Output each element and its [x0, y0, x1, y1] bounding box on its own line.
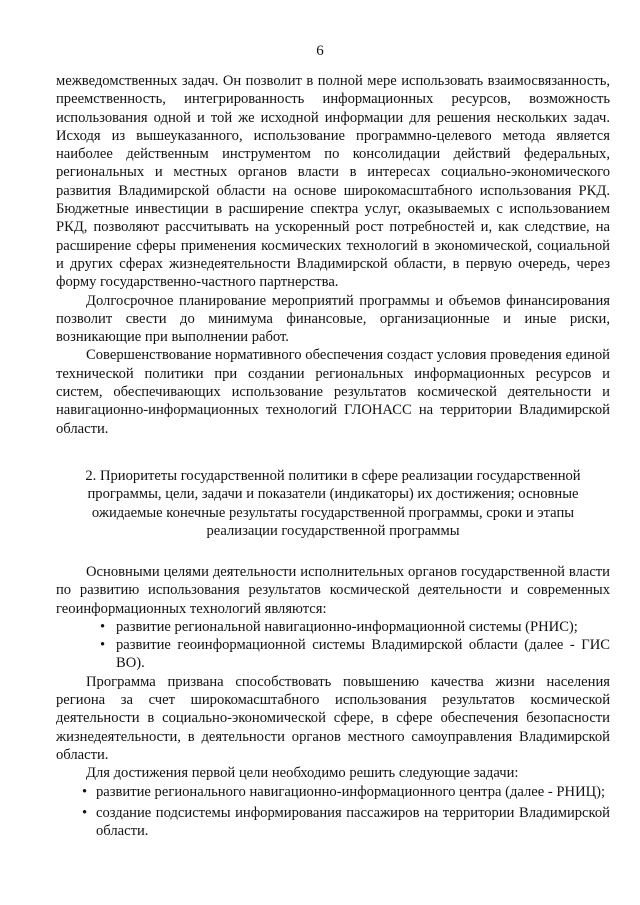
paragraph-regulatory-support: Совершенствование нормативного обеспечения создаст условия проведения единой технической политики при создании региональных информационных ресурсов и систем, обеспечивающих использование результатов космической деятельности и навигационно-информационных технологий ГЛОНАСС на территории Владимирской области. — [56, 347, 610, 437]
list-item — [56, 783, 610, 801]
paragraph-program-purpose: Программа призвана способствовать повышению качества жизни населения региона за счет широкомасштабного использования результатов космической деятельности в социально-экономической сфере, в сфере обеспечения безопасности жизнедеятельности, в деятельности органов местного самоуправления Владимирской области. — [56, 673, 610, 763]
paragraph-interagency: межведомственных задач. Он позволит в полной мере использовать взаимосвязанность, преемственность, интегрированность информационных ресурсов, возможность использования одной и той же исходной информации для решения нескольких задач. Исходя из вышеуказанного, использование программно-целевого метода является наиболее действенным инструментом по консолидации действий федеральных, региональных и местных органов власти в интересах социально-экономического развития Владимирской области на основе широкомасштабного использования РКД. Бюджетные инвестиции в расширение спектра услуг, оказываемых с использованием РКД, позволяют рассчитывать на ускоренный рост потребностей и, как следствие, на расширение сферы применения космических технологий в экономической, социальной и других сферах жизнедеятельности Владимирской области, в первую очередь, через форму государственно-частного партнерства. — [56, 73, 610, 291]
paragraph-goals-intro: Основными целями деятельности исполнительных органов государственной власти по развитию использования результатов космической деятельности и современных геоинформационных технологий являются: — [56, 563, 610, 617]
bullet-icon: • — [100, 637, 106, 654]
bullet-icon: • — [82, 804, 88, 821]
task-text: развитие регионального навигационно-информационного центра (далее - РНИЦ); — [96, 783, 606, 800]
tasks-list — [56, 783, 610, 841]
list-item — [56, 618, 610, 636]
goal-text: развитие геоинформационной системы Владимирской области (далее - ГИС ВО). — [116, 637, 610, 672]
paragraph-tasks-intro: Для достижения первой цели необходимо решить следующие задачи: — [86, 765, 519, 782]
list-item — [56, 804, 610, 841]
section-heading: 2. Приоритеты государственной политики в сфере реализации государственной программы, цели, задачи и показатели (индикаторы) их достижения; основные ожидаемые конечные результаты государственной программы, сроки и этапы реализации государственной программы — [85, 467, 581, 540]
paragraph-long-term-planning: Долгосрочное планирование мероприятий программы и объемов финансирования позволит свести до минимума финансовые, организационные и иные риски, возникающие при выполнении работ. — [56, 292, 610, 346]
document-body — [56, 72, 610, 840]
page-number: 6 — [316, 43, 324, 59]
goal-text: развитие региональной навигационно-информационной системы (РНИС); — [116, 618, 578, 635]
task-text: создание подсистемы информирования пассажиров на территории Владимирской области. — [96, 804, 610, 840]
bullet-icon: • — [100, 618, 106, 635]
bullet-icon: • — [82, 783, 88, 800]
list-item — [56, 636, 610, 673]
goals-list — [56, 618, 610, 673]
